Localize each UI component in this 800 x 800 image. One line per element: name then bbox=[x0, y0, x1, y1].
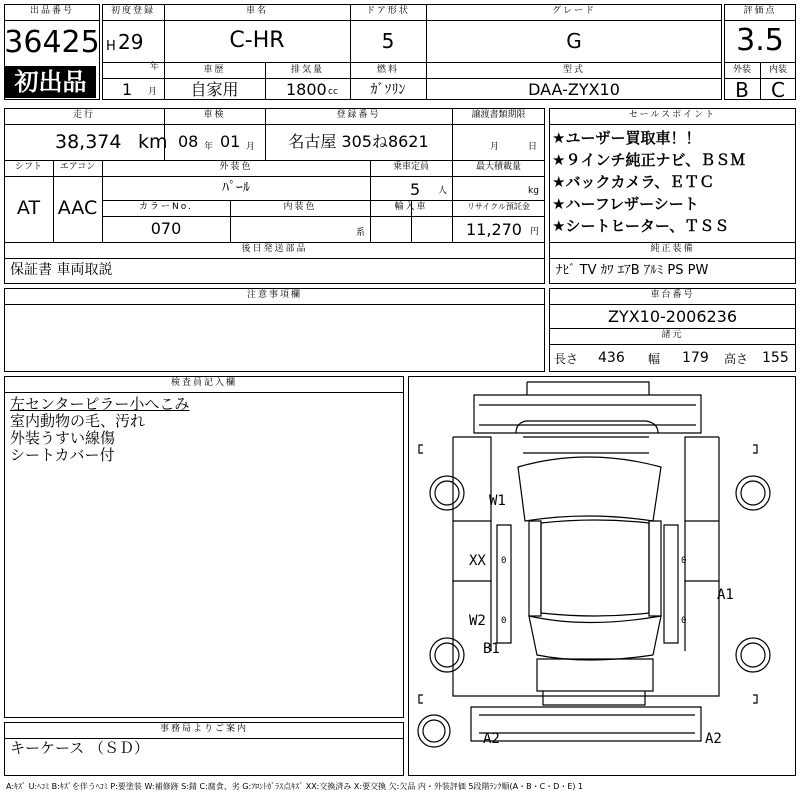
first-listing-badge bbox=[5, 66, 96, 98]
displacement-unit: cc bbox=[328, 87, 338, 97]
height-value: 155 bbox=[762, 350, 789, 366]
sales-point-5: ★シートヒーター、ＴＳＳ bbox=[552, 217, 730, 235]
svg-text:0: 0 bbox=[501, 556, 507, 566]
car-outline-graphic bbox=[409, 377, 795, 775]
delivery-value: 保証書 車両取説 bbox=[10, 262, 113, 278]
office-header: 事務局よりご案内 bbox=[159, 724, 248, 734]
model-value: DAA-ZYX10 bbox=[528, 80, 620, 99]
insp-month-unit: 月 bbox=[246, 142, 256, 152]
color-no-value: 070 bbox=[150, 219, 182, 238]
dims-header: 諸元 bbox=[661, 330, 684, 340]
sales-point-2: ★９インチ純正ナビ、ＢＳＭ bbox=[552, 151, 746, 169]
svg-text:0: 0 bbox=[681, 556, 687, 566]
fuel-value: ｶﾞｿﾘﾝ bbox=[370, 82, 406, 98]
inspector-line-1: 左センターピラー小へこみ bbox=[10, 395, 190, 413]
ext-color-header: 外装色 bbox=[219, 162, 253, 172]
office-value: キーケース （ＳＤ） bbox=[10, 739, 150, 757]
doors-value: 5 bbox=[381, 29, 395, 53]
fuel-header: 燃料 bbox=[376, 65, 399, 75]
max-load-header: 最大積載量 bbox=[475, 162, 521, 172]
car-name-header: 車名 bbox=[245, 6, 268, 16]
reg-month: 1 bbox=[122, 80, 133, 99]
mark-xx: XX bbox=[469, 553, 486, 569]
registration-header: 初度登録 bbox=[110, 6, 155, 16]
era: H bbox=[106, 39, 116, 54]
int-color-suffix: 系 bbox=[356, 228, 366, 238]
equipment-value: ﾅﾋﾞ TV ｶﾜ ｴｱB ｱﾙﾐ PS PW bbox=[556, 263, 709, 278]
mark-w2: W2 bbox=[469, 613, 486, 629]
usage-header: 車歴 bbox=[203, 65, 226, 75]
score-header: 評価点 bbox=[743, 6, 777, 16]
color-no-header: カラーNo. bbox=[139, 202, 193, 212]
badge-text: 初出品 bbox=[14, 68, 87, 96]
doors-header: ドア形状 bbox=[366, 6, 410, 16]
year-unit: 年 bbox=[150, 62, 160, 72]
sales-point-1: ★ユーザー買取車！！ bbox=[552, 129, 701, 147]
grade-value: G bbox=[566, 29, 582, 53]
svg-text:0: 0 bbox=[681, 616, 687, 626]
length-value: 436 bbox=[598, 350, 625, 366]
recycle-value: 11,270 bbox=[466, 220, 522, 239]
mark-b1: B1 bbox=[483, 641, 500, 657]
mileage-unit: km bbox=[138, 131, 168, 153]
insp-year-unit: 年 bbox=[204, 142, 214, 152]
score-value: 3.5 bbox=[736, 23, 784, 58]
inspection-header: 車検 bbox=[203, 110, 226, 120]
displacement-header: 排気量 bbox=[290, 65, 324, 75]
mileage-header: 走行 bbox=[72, 110, 95, 120]
chassis-value: ZYX10-2006236 bbox=[607, 307, 738, 326]
ext-color-value: ﾊﾟｰﾙ bbox=[222, 180, 250, 196]
ext-header: 外装 bbox=[732, 65, 751, 75]
transfer-day-unit: 日 bbox=[528, 142, 538, 152]
int-header: 内装 bbox=[768, 65, 787, 75]
insp-month: 01 bbox=[220, 132, 241, 151]
capacity-value: 5 bbox=[410, 180, 421, 199]
ext-grade: B bbox=[735, 78, 749, 102]
capacity-unit: 人 bbox=[438, 186, 448, 196]
inspector-line-4: シートカバー付 bbox=[10, 446, 115, 464]
capacity-header: 乗車定員 bbox=[392, 162, 429, 172]
int-color-header: 内装色 bbox=[283, 202, 317, 212]
sales-header: セールスポイント bbox=[628, 110, 717, 120]
notes-header: 注意事項欄 bbox=[246, 290, 302, 300]
mark-a1: A1 bbox=[717, 587, 734, 603]
chassis-header: 車台番号 bbox=[650, 290, 695, 300]
mark-a2-right: A2 bbox=[705, 731, 722, 747]
legend-text: A:ｷｽﾞ U:ﾍｺﾐ B:ｷｽﾞを伴うﾍｺﾐ P:要塗装 W:補修跡 S:錆 C:腐食、劣 G:ﾌﾛﾝﾄｶﾞﾗｽ点ｷｽﾞ XX:交換済み X:要交換 欠:欠品 内・外装評価 5段階ﾗﾝｸ順(A・B・C・D・E) 1 bbox=[6, 782, 584, 791]
transfer-month-unit: 月 bbox=[490, 142, 500, 152]
height-label: 高さ bbox=[724, 352, 749, 366]
reg-year: 29 bbox=[118, 30, 144, 54]
mark-w1: W1 bbox=[489, 493, 506, 509]
month-unit: 月 bbox=[148, 87, 158, 97]
plate-header: 登録番号 bbox=[336, 110, 381, 120]
notes-box bbox=[4, 288, 545, 372]
inspector-line-3: 外装うすい線傷 bbox=[10, 429, 116, 447]
svg-text:0: 0 bbox=[501, 616, 507, 626]
delivery-header: 後日発送部品 bbox=[241, 244, 308, 254]
length-label: 長さ bbox=[554, 352, 579, 366]
insp-year: 08 bbox=[178, 132, 199, 151]
transfer-header: 譲渡書類期限 bbox=[471, 110, 526, 120]
model-header: 型式 bbox=[562, 65, 585, 75]
width-value: 179 bbox=[682, 350, 709, 366]
int-grade: C bbox=[771, 78, 785, 102]
width-label: 幅 bbox=[648, 352, 661, 366]
recycle-header: リサイクル預託金 bbox=[467, 202, 530, 211]
import-header: 輸入車 bbox=[394, 202, 428, 212]
lot-header: 出品番号 bbox=[29, 6, 74, 16]
damage-diagram bbox=[408, 376, 796, 776]
car-name: C-HR bbox=[229, 28, 285, 53]
aircon-header: エアコン bbox=[59, 162, 96, 172]
displacement-value: 1800 bbox=[286, 80, 327, 99]
plate-value: 名古屋 305ね8621 bbox=[288, 132, 429, 151]
sales-point-4: ★ハーフレザーシート bbox=[552, 195, 699, 213]
max-load-unit: kg bbox=[528, 186, 539, 196]
shift-value: AT bbox=[16, 197, 41, 219]
lot-number: 36425 bbox=[4, 25, 100, 60]
mileage-value: 38,374 bbox=[55, 131, 122, 153]
sales-point-3: ★バックカメラ、ＥＴＣ bbox=[552, 173, 715, 191]
equipment-header: 純正装備 bbox=[650, 244, 695, 254]
aircon-value: AAC bbox=[57, 197, 98, 219]
inspector-line-2: 室内動物の毛、汚れ bbox=[10, 412, 146, 430]
shift-header: シフト bbox=[14, 162, 42, 172]
recycle-unit: 円 bbox=[530, 227, 540, 237]
mark-a2-left: A2 bbox=[483, 731, 500, 747]
grade-header: グレード bbox=[551, 6, 596, 16]
inspector-header: 検査員記入欄 bbox=[170, 378, 237, 388]
usage-value: 自家用 bbox=[190, 80, 239, 99]
